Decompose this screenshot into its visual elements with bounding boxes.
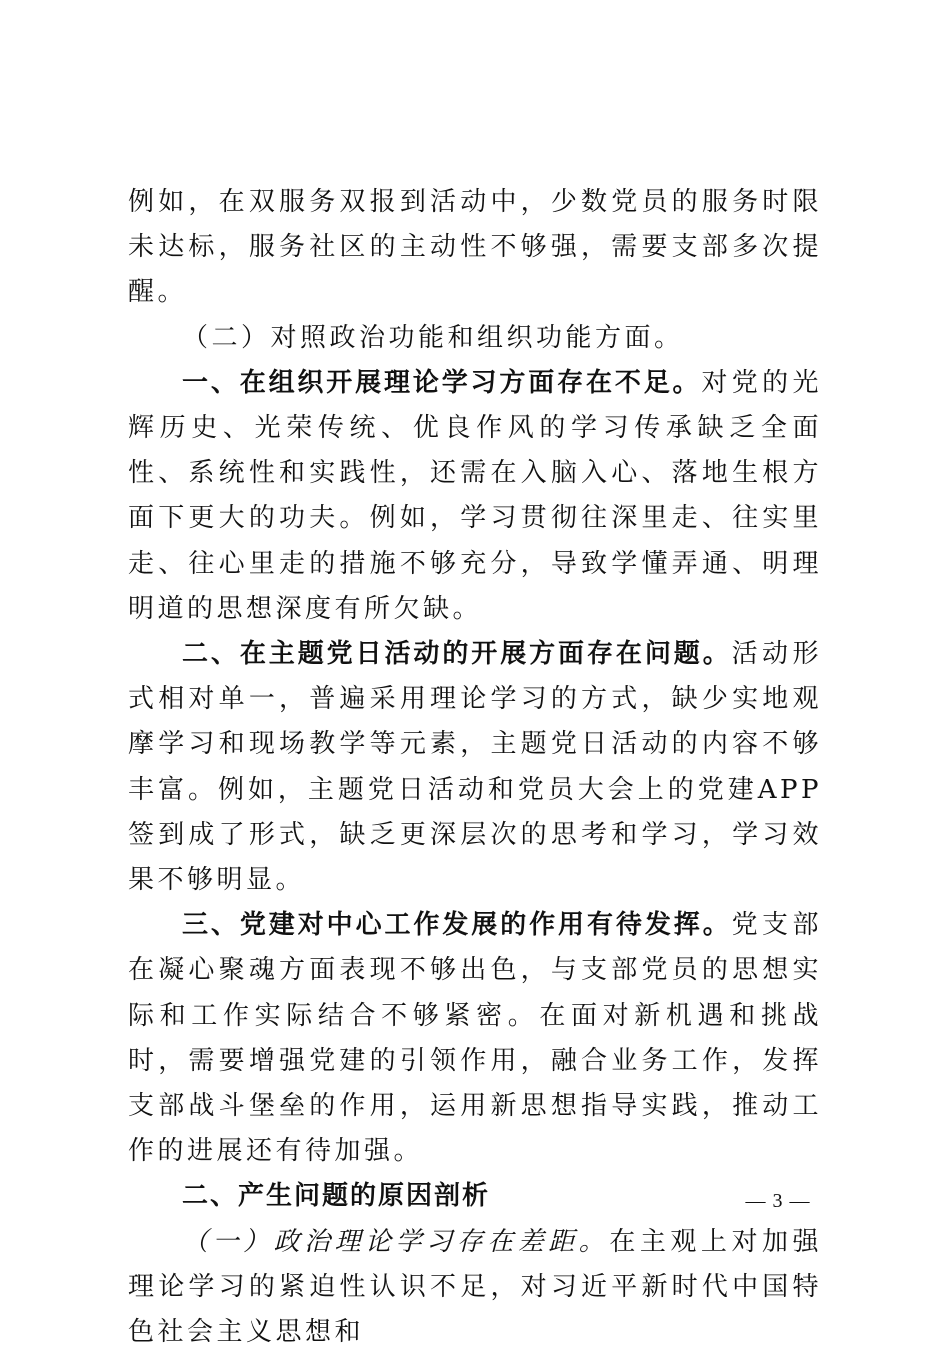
body-text [128,180,822,1355]
paragraph-party-day [128,632,822,903]
paragraph-service-example [128,180,822,316]
section-heading-cause-analysis [128,1174,822,1219]
paragraph-theory-study [128,361,822,632]
subheading-text: （二）对照政治功能和组织功能方面。 [182,322,684,353]
paragraph-text: 活动形式相对单一，普遍采用理论学习的方式，缺少实地观摩学习和现场教学等元素，主题党日活动的内容不够丰富。例如，主题党日活动和党员大会上的党建APP签到成了形式，缺乏更深层次的思考和学习，学习效果不够明显。 [128,639,822,896]
paragraph-lead: 三、党建对中心工作发展的作用有待发挥。 [182,910,732,941]
paragraph-lead: （一）政治理论学习存在差距。 [182,1226,610,1257]
paragraph-text: 在主观上对加强理论学习的紧迫性认识不足，对习近平新时代中国特色社会主义思想和 [128,1226,822,1348]
heading-text: 二、产生问题的原因剖析 [182,1181,491,1212]
paragraph-lead: 二、在主题党日活动的开展方面存在问题。 [182,639,732,670]
section-subheading-political-function [128,316,822,361]
page-number: — 3 — [745,1190,811,1212]
paragraph-text: 例如，在双服务双报到活动中，少数党员的服务时限未达标，服务社区的主动性不够强，需要支部多次提醒。 [128,187,822,308]
paragraph-party-building-role [128,903,822,1174]
paragraph-lead: 一、在组织开展理论学习方面存在不足。 [182,367,702,398]
paragraph-text: 对党的光辉历史、光荣传统、优良作风的学习传承缺乏全面性、系统性和实践性，还需在入脑入心、落地生根方面下更大的功夫。例如，学习贯彻往深里走、往实里走、往心里走的措施不够充分，导致学懂弄通、明理明道的思想深度有所欠缺。 [128,367,822,624]
paragraph-theory-gap [128,1220,822,1355]
paragraph-text: 党支部在凝心聚魂方面表现不够出色，与支部党员的思想实际和工作实际结合不够紧密。在面对新机遇和挑战时，需要增强党建的引领作用，融合业务工作，发挥支部战斗堡垒的作用，运用新思想指导实践，推动工作的进展还有待加强。 [128,910,822,1167]
